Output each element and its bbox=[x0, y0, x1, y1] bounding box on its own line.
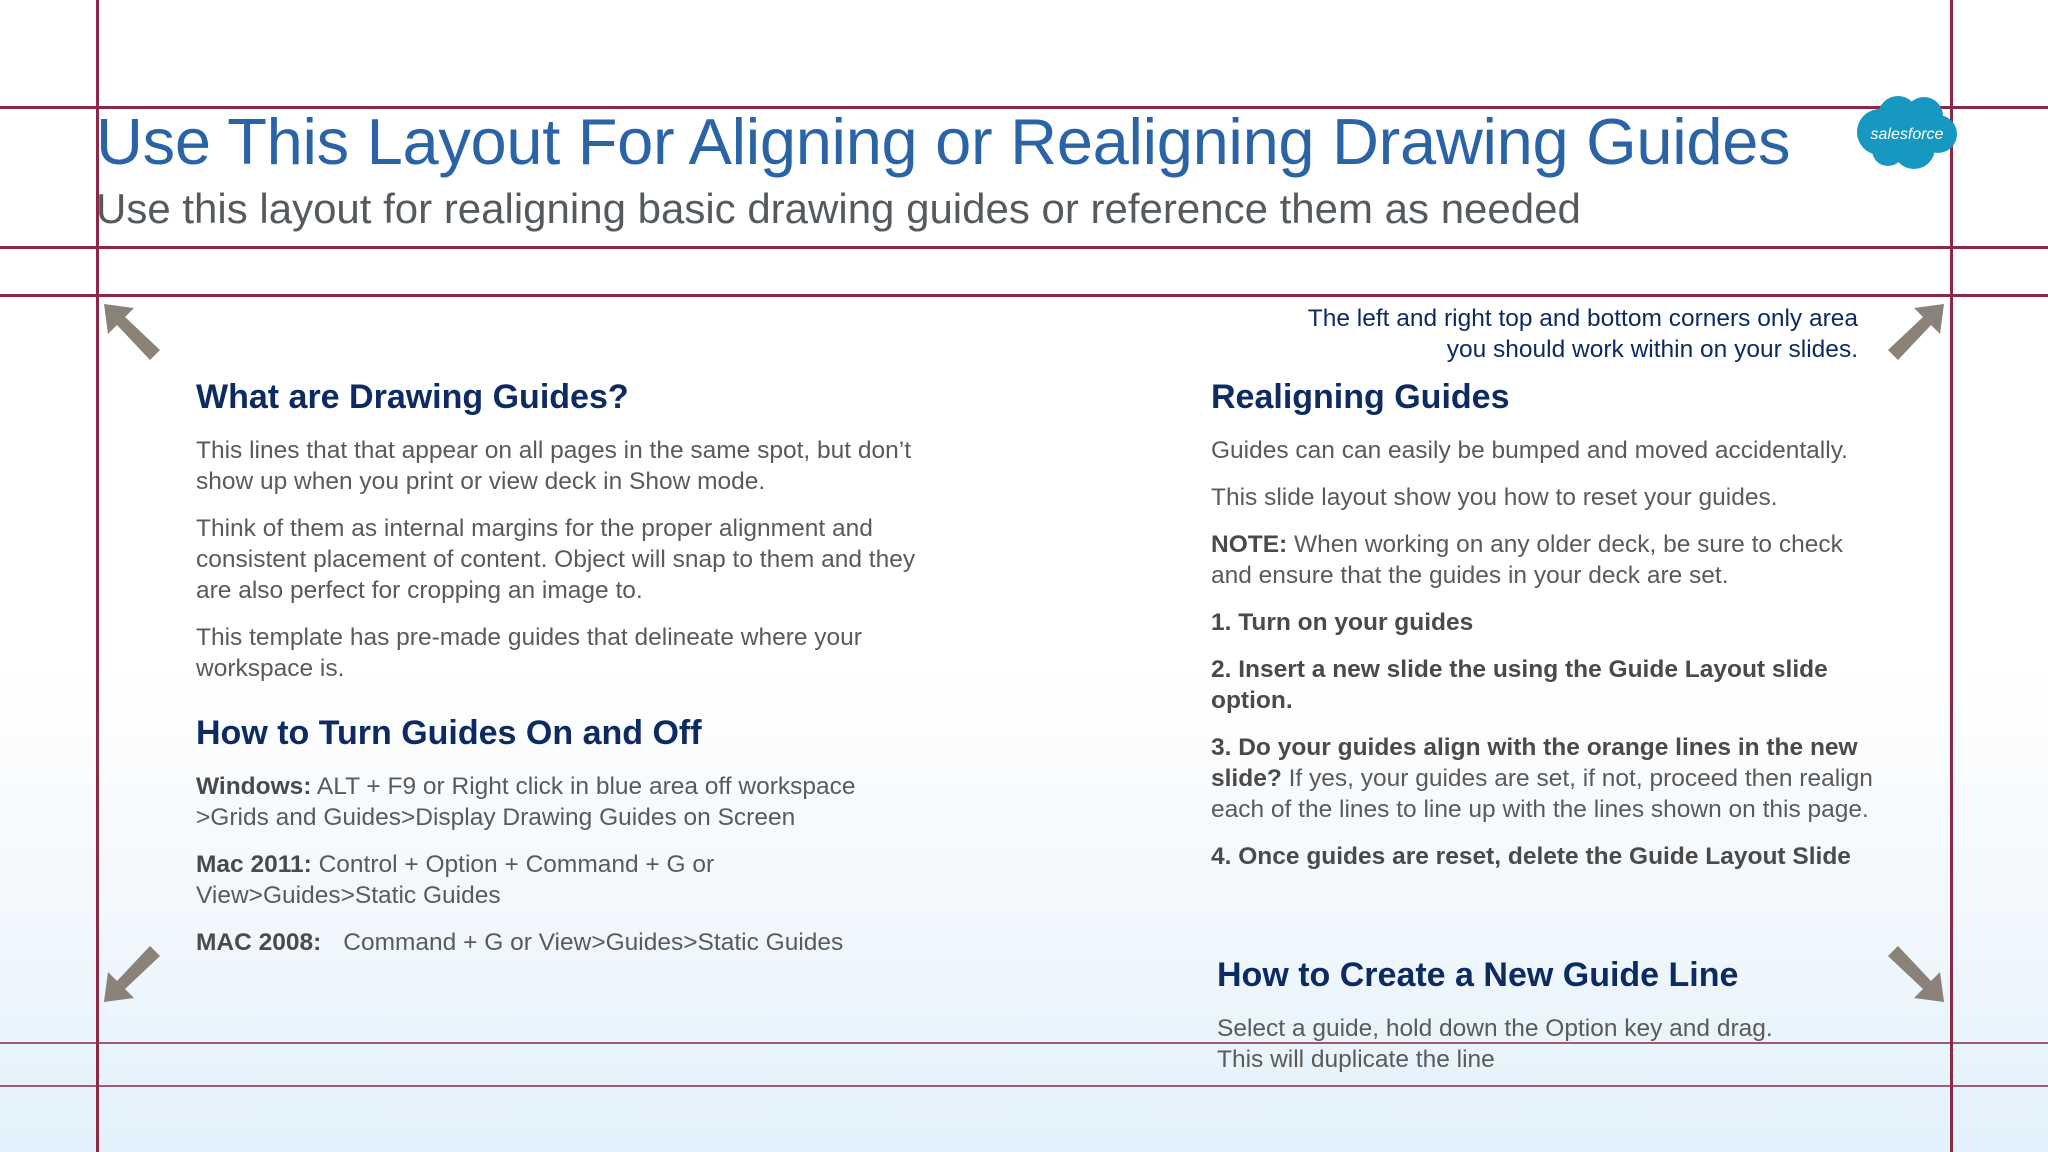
mac2011-instructions-line-1 bbox=[196, 849, 996, 880]
mac2008-text: Command + G or View>Guides>Static Guides bbox=[343, 929, 844, 956]
arrow-top-right-icon bbox=[1884, 304, 1944, 364]
left-paragraph-2-line-3: are also perfect for cropping an image to. bbox=[196, 577, 643, 604]
windows-instructions-line-1 bbox=[196, 771, 996, 802]
corner-note-line-2: you should work within on your slides. bbox=[1446, 336, 1858, 363]
windows-label: Windows: bbox=[196, 773, 312, 800]
left-paragraph-1-line-1: This lines that that appear on all pages in the same spot, but don’t bbox=[196, 437, 912, 464]
mac2011-label: Mac 2011: bbox=[196, 851, 312, 878]
note-line-2: and ensure that the guides in your deck are set. bbox=[1211, 562, 1729, 589]
guide-line-bottom-2 bbox=[0, 1085, 2048, 1087]
salesforce-logo bbox=[1850, 92, 1960, 172]
arrow-top-left-icon bbox=[104, 304, 164, 364]
step-3-line-3: each of the lines to line up with the lines shown on this page. bbox=[1211, 796, 1869, 823]
step-3-line-2 bbox=[1211, 763, 1951, 794]
guide-line-content-top bbox=[0, 294, 2048, 297]
step-3-line-1: 3. Do your guides align with the orange lines in the new bbox=[1211, 734, 1858, 761]
corner-note-line-1: The left and right top and bottom corners only area bbox=[1307, 305, 1858, 332]
note-text: When working on any older deck, be sure to check bbox=[1287, 531, 1843, 558]
mac2011-instructions-line-2: View>Guides>Static Guides bbox=[196, 882, 501, 909]
step-2-line-1: 2. Insert a new slide the using the Guide Layout slide bbox=[1211, 656, 1828, 683]
left-paragraph-2-line-2: consistent placement of content. Object will snap to them and they bbox=[196, 546, 916, 573]
heading-what-are-drawing-guides: What are Drawing Guides? bbox=[196, 378, 629, 416]
step-1: 1. Turn on your guides bbox=[1211, 609, 1474, 636]
create-guide-line-2: This will duplicate the line bbox=[1217, 1046, 1495, 1073]
windows-text: ALT + F9 or Right click in blue area off workspace bbox=[311, 773, 856, 800]
heading-create-new-guide-line: How to Create a New Guide Line bbox=[1217, 956, 1739, 994]
step-3-rest: If yes, your guides are set, if not, proceed then realign bbox=[1281, 765, 1873, 792]
windows-instructions-line-2: >Grids and Guides>Display Drawing Guides on Screen bbox=[196, 804, 796, 831]
create-guide-line-1: Select a guide, hold down the Option key and drag. bbox=[1217, 1015, 1773, 1042]
step-2-line-2: option. bbox=[1211, 687, 1293, 714]
right-paragraph-2: This slide layout show you how to reset your guides. bbox=[1211, 484, 1778, 511]
left-paragraph-3-line-1: This template has pre-made guides that delineate where your bbox=[196, 624, 862, 651]
right-paragraph-1: Guides can can easily be bumped and moved accidentally. bbox=[1211, 437, 1848, 464]
mac2008-label: MAC 2008: bbox=[196, 929, 322, 956]
step-4: 4. Once guides are reset, delete the Guide Layout Slide bbox=[1211, 843, 1851, 870]
note-label: NOTE: bbox=[1211, 531, 1288, 558]
mac2011-text: Control + Option + Command + G or bbox=[311, 851, 715, 878]
step-3-bold-part: slide? bbox=[1211, 765, 1282, 792]
guide-line-title-bottom bbox=[0, 246, 2048, 249]
right-column bbox=[1211, 378, 1951, 872]
slide-subtitle: Use this layout for realigning basic drawing guides or reference them as needed bbox=[96, 185, 1581, 232]
left-paragraph-2-line-1: Think of them as internal margins for the proper alignment and bbox=[196, 515, 873, 542]
create-guide-section bbox=[1217, 956, 1917, 1075]
heading-how-to-turn-guides: How to Turn Guides On and Off bbox=[196, 714, 702, 752]
mac2008-instructions bbox=[196, 927, 996, 958]
arrow-bottom-left-icon bbox=[104, 942, 164, 1002]
left-paragraph-1-line-2: show up when you print or view deck in Show mode. bbox=[196, 468, 766, 495]
note-line-1 bbox=[1211, 529, 1951, 560]
logo-text: salesforce bbox=[1870, 126, 1944, 143]
left-column bbox=[196, 378, 996, 958]
left-paragraph-3-line-2: workspace is. bbox=[196, 655, 345, 682]
heading-realigning-guides: Realigning Guides bbox=[1211, 378, 1510, 416]
slide-title: Use This Layout For Aligning or Realigning Drawing Guides bbox=[96, 105, 1791, 178]
